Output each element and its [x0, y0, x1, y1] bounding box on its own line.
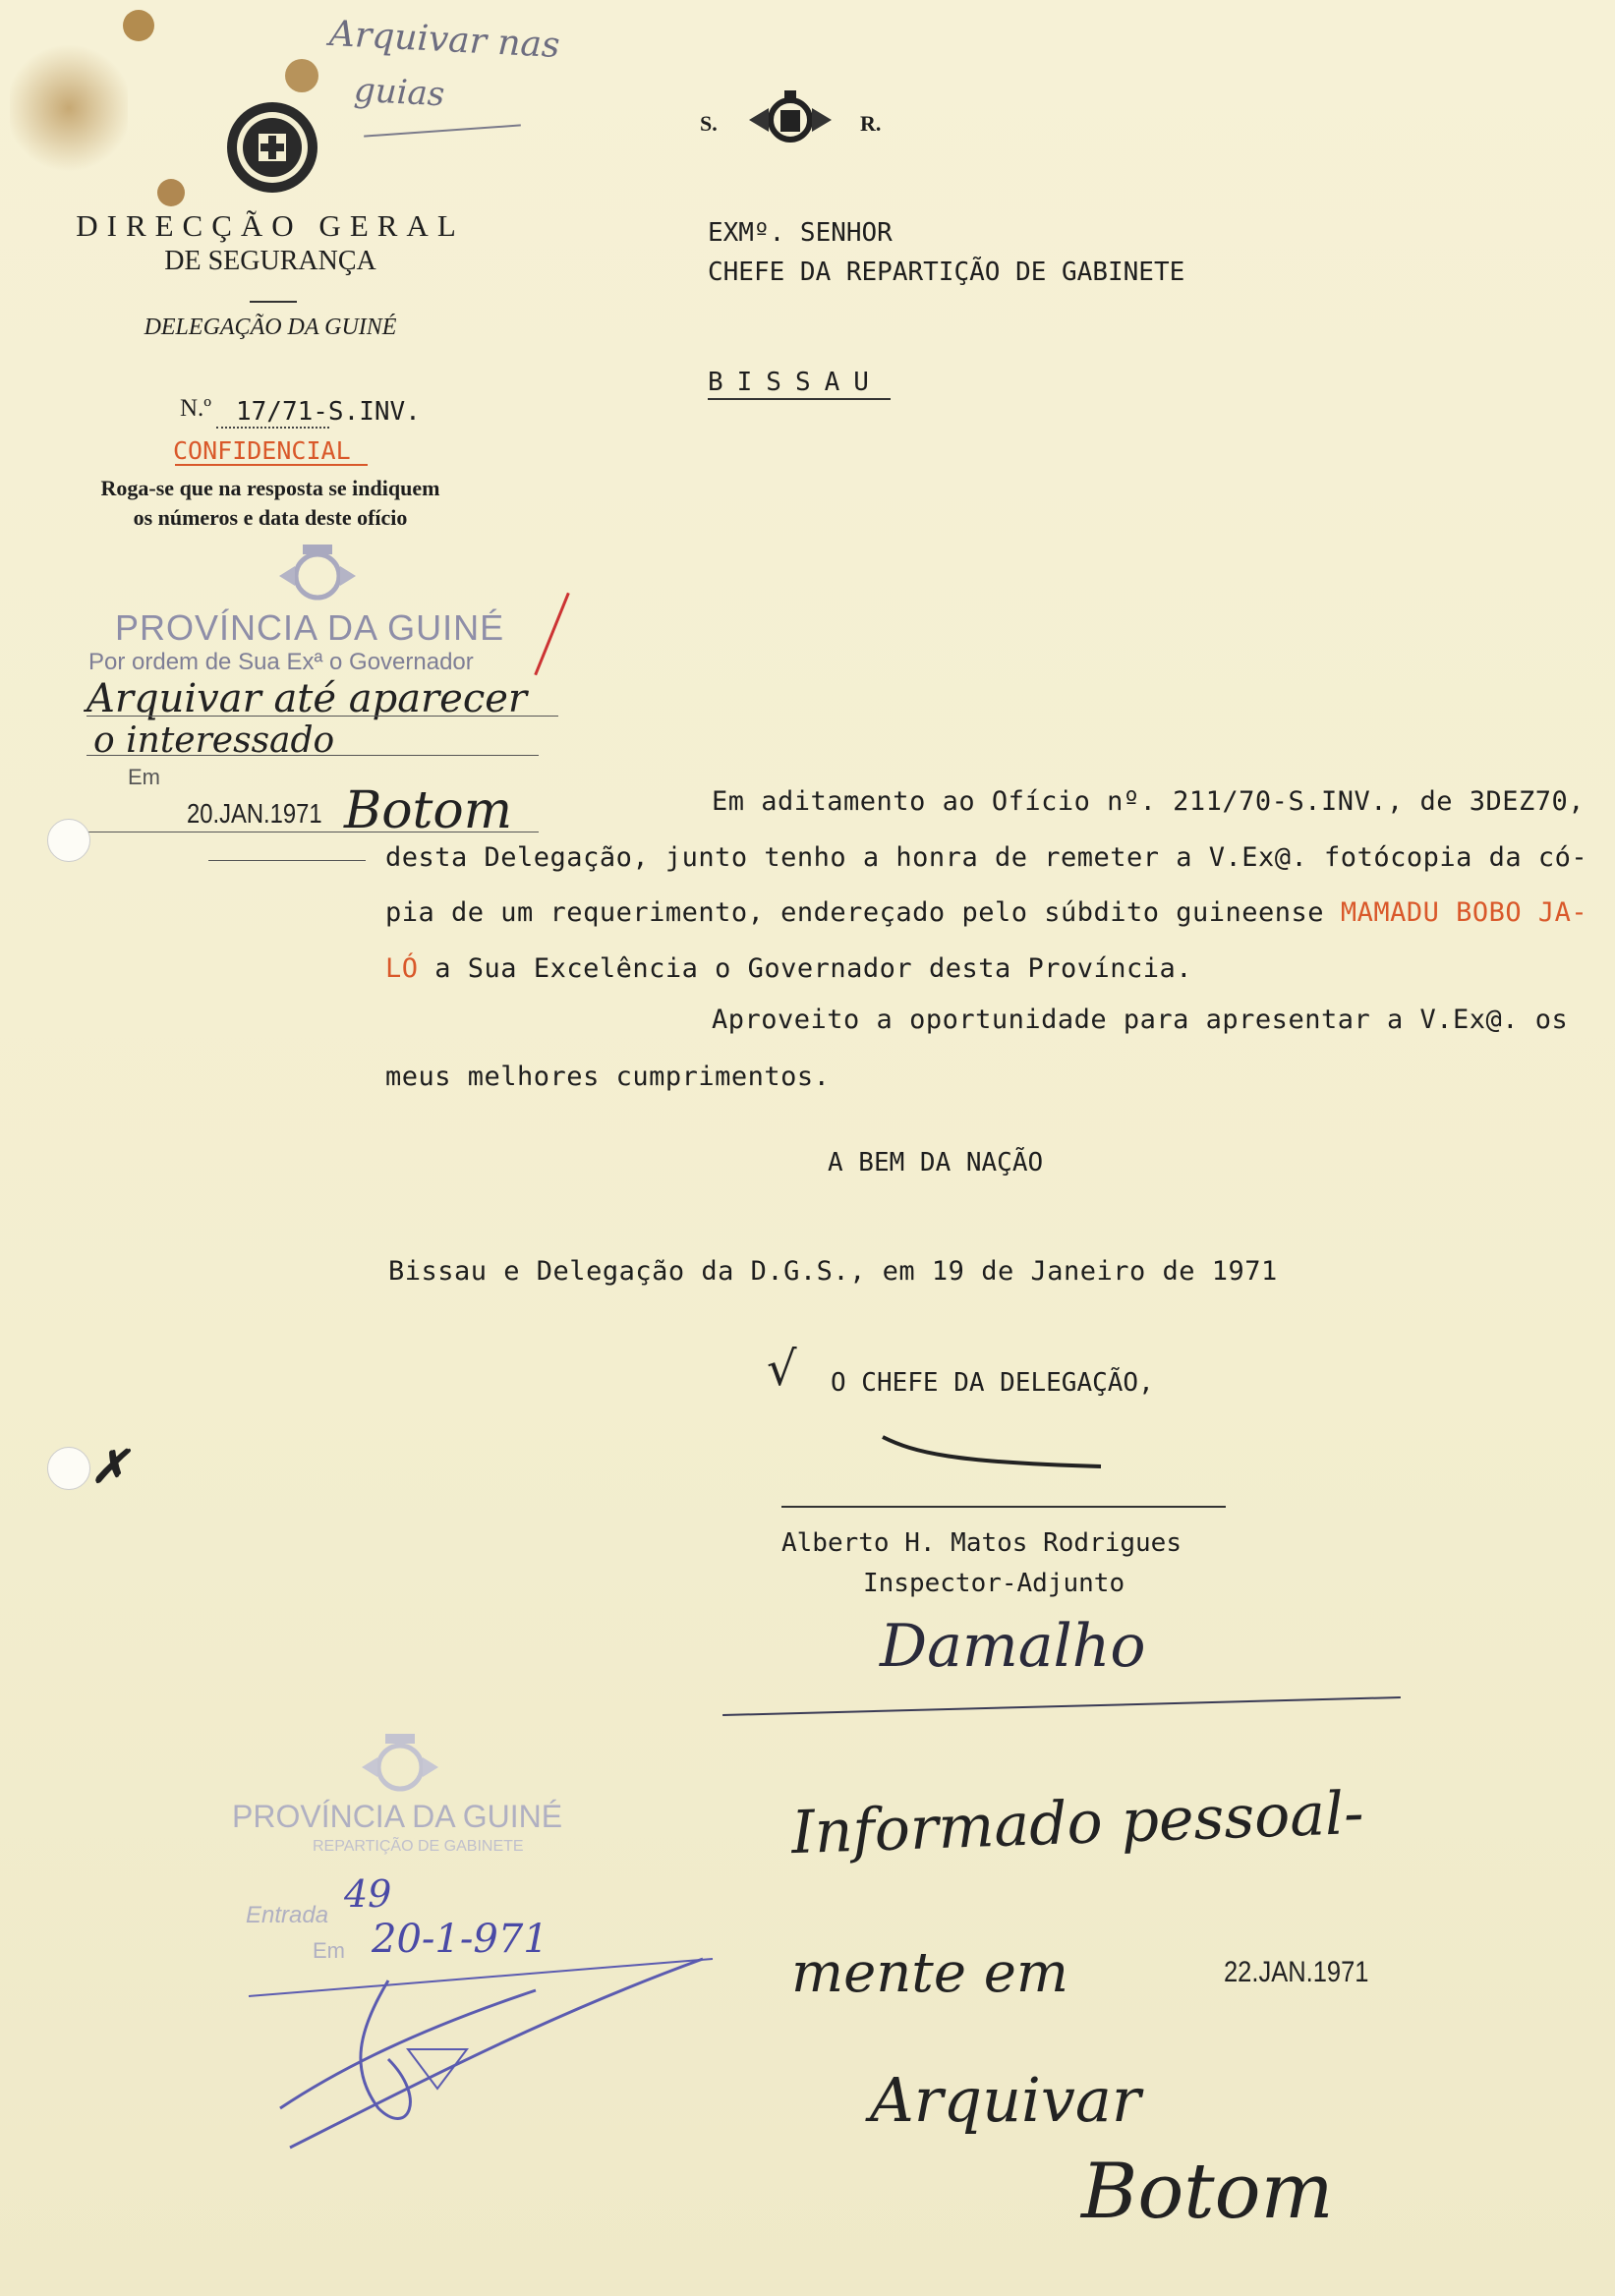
recipient-city: BISSAU [708, 368, 883, 397]
instruction-line2: os números e data deste ofício [133, 505, 408, 530]
punch-hole [47, 1447, 90, 1490]
instruction-line1: Roga-se que na resposta se indiquem [100, 476, 440, 500]
signature-swash [722, 1696, 1401, 1716]
reference-underline [216, 427, 329, 429]
stamp1-subtitle: Por ordem de Sua Exª o Governador [88, 649, 474, 675]
stamp1-red-slash [534, 593, 569, 676]
stain-mark [157, 179, 185, 206]
header-divider [250, 301, 297, 303]
signer-name: Alberto H. Matos Rodrigues [781, 1528, 1182, 1558]
scribble-mark: ✗ [90, 1440, 129, 1493]
dash-mark [208, 860, 366, 861]
initial-mark: √ [767, 1342, 797, 1397]
body-line-4-text: a Sua Excelência o Governador desta Província. [434, 953, 1193, 984]
signature-rule [781, 1506, 1226, 1508]
stamp1-em-label: Em [128, 765, 160, 789]
handwritten-bottom-signature: Botom [1081, 2148, 1334, 2236]
number-prefix: N.º [180, 395, 212, 422]
stamp2-title: PROVÍNCIA DA GUINÉ [232, 1799, 563, 1834]
reference-number: 17/71-S.INV. [236, 397, 421, 427]
classification-label: CONFIDENCIAL [173, 436, 351, 465]
chief-title: O CHEFE DA DELEGAÇÃO, [831, 1368, 1154, 1398]
stamp1-rule [87, 755, 539, 756]
blue-initials-scribble [241, 1951, 722, 2172]
underline-stroke [364, 124, 521, 137]
handwritten-note-top-1: Arquivar nas [328, 13, 561, 67]
dgs-emblem-icon [223, 98, 321, 197]
stamp2-entry-date: 20-1-971 [372, 1917, 548, 1962]
received-date-stamp: 22.JAN.1971 [1224, 1956, 1369, 1988]
body-line-6: meus melhores cumprimentos. [385, 1062, 831, 1092]
recipient-title: EXMº. SENHOR [708, 218, 893, 248]
signer-signature: Damalho [880, 1612, 1146, 1681]
stamp2-entry-number: 49 [344, 1872, 392, 1916]
r-label: R. [860, 111, 882, 136]
signature-stroke [875, 1423, 1111, 1482]
recipient-city-underline [708, 398, 891, 400]
org-name-line1: DIRECÇÃO GERAL [76, 208, 465, 243]
body-line-1: Em aditamento ao Ofício nº. 211/70-S.INV., de 3DEZ70, [712, 786, 1586, 817]
signer-role: Inspector-Adjunto [863, 1569, 1125, 1598]
stamp1-title: PROVÍNCIA DA GUINÉ [115, 607, 505, 648]
stamp2-crown-icon [356, 1728, 444, 1797]
stamp2-entry-label: Entrada [246, 1902, 329, 1928]
s-label: S. [700, 111, 718, 136]
org-name-line2: DE SEGURANÇA [164, 246, 376, 276]
delegation-name: DELEGAÇÃO DA GUINÉ [144, 315, 397, 340]
stain-mark [285, 59, 318, 92]
place-date-line: Bissau e Delegação da D.G.S., em 19 de Janeiro de 1971 [388, 1256, 1278, 1287]
stamp-crown-icon [273, 541, 362, 605]
stamp1-signature: Botom [344, 781, 513, 840]
stamp1-rule [87, 716, 558, 717]
portugal-arms-icon [745, 88, 836, 151]
stain-mark [10, 39, 128, 177]
handwritten-bottom-line3: Arquivar [870, 2064, 1141, 2136]
stamp1-handwriting-1: Arquivar até aparecer [87, 676, 528, 721]
classification-underline [175, 464, 368, 466]
body-line-5: Aproveito a oportunidade para apresentar a V.Ex@. os [712, 1004, 1569, 1035]
punch-hole [47, 819, 90, 862]
petitioner-name-part1: MAMADU BOBO JA- [1340, 897, 1588, 928]
handwritten-bottom-line2: mente em [791, 1941, 1068, 2005]
closing-salutation: A BEM DA NAÇÃO [828, 1148, 1044, 1177]
stain-mark [123, 10, 154, 41]
body-line-3 [385, 897, 1587, 928]
stamp2-em-label: Em [313, 1938, 345, 1963]
handwritten-bottom-line1: Informado pessoal- [789, 1778, 1365, 1868]
stamp1-date: 20.JAN.1971 [187, 798, 322, 829]
recipient-office: CHEFE DA REPARTIÇÃO DE GABINETE [708, 258, 1185, 287]
body-line-4 [385, 953, 1192, 984]
stamp1-handwriting-2: o interessado [93, 720, 335, 761]
body-line-3-text: pia de um requerimento, endereçado pelo súbdito guineense [385, 897, 1325, 928]
body-line-2: desta Delegação, junto tenho a honra de remeter a V.Ex@. fotócopia da có- [385, 842, 1588, 873]
petitioner-name-part2: LÓ [385, 953, 419, 984]
handwritten-note-top-2: guias [353, 70, 446, 115]
stamp2-subtitle: REPARTIÇÃO DE GABINETE [313, 1838, 524, 1855]
